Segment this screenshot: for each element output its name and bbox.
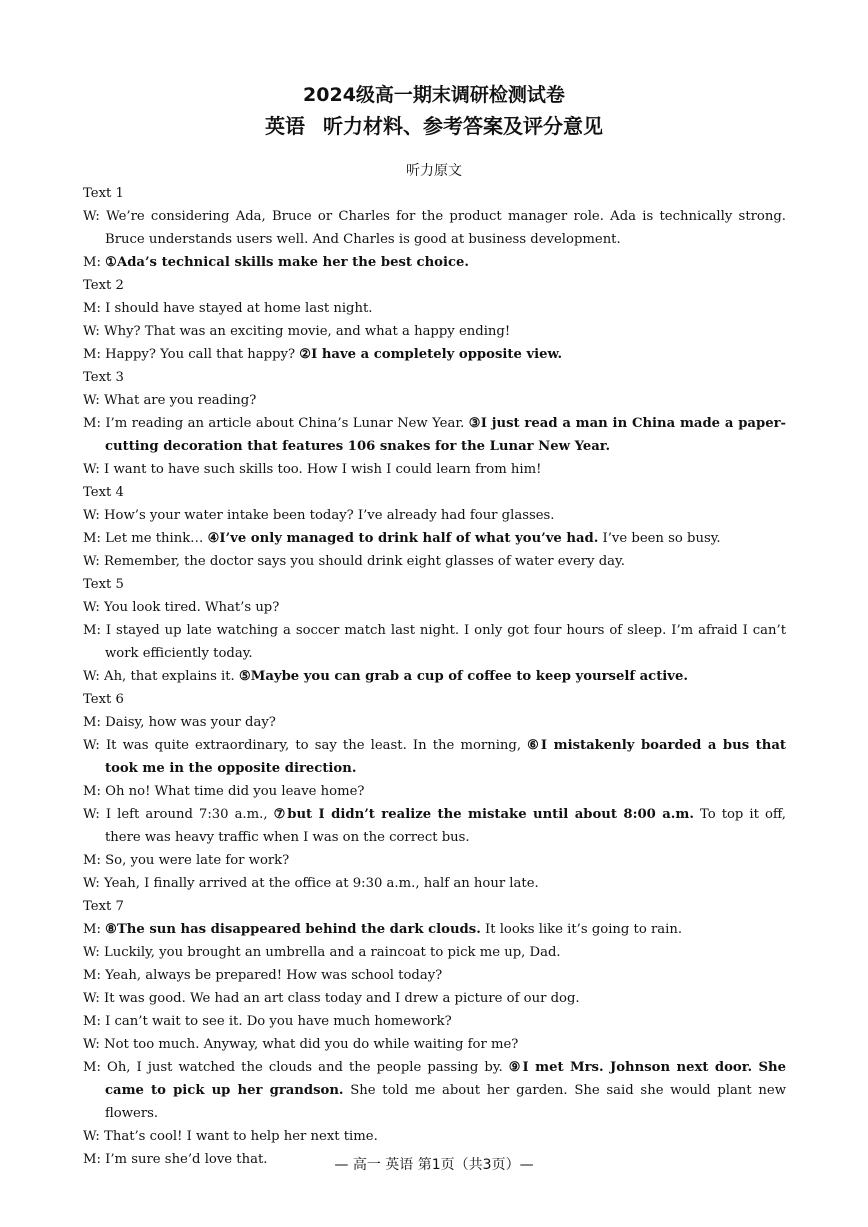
dialogue-text: It looks like it’s going to rain. [480,922,683,937]
text-label: Text 6 [83,692,124,707]
dialogue-text: M: [83,255,106,270]
dialogue-text: M: I’m reading an article about China’s Lunar New Year. [83,416,469,431]
text-label: Text 5 [83,577,124,592]
text-label: Text 2 [83,278,124,293]
dialogue-line [83,527,786,550]
dialogue-line [83,343,786,366]
dialogue-text: W: Why? That was an exciting movie, and what a happy ending! [83,324,511,339]
text-label: Text 7 [83,899,124,914]
dialogue-text: M: Daisy, how was your day? [83,715,276,730]
dialogue-line [83,1010,786,1033]
dialogue-text: W: You look tired. What’s up? [83,600,280,615]
dialogue-line [83,1056,786,1125]
dialogue-text: I’ve been so busy. [598,531,721,546]
dialogue-line [83,964,786,987]
dialogue-text: M: So, you were late for work? [83,853,290,868]
dialogue-line [83,849,786,872]
dialogue-line [83,297,786,320]
key-answer-text: ②I have a completely opposite view. [299,347,563,362]
dialogue-line [83,941,786,964]
key-answer-text: ①Ada’s technical skills make her the best choice. [105,255,469,270]
dialogue-text: She told me about her garden. She said she would plant new flowers. [105,1083,786,1121]
dialogue-line [83,458,786,481]
key-answer-text: ⑦but I didn’t realize the mistake until about 8:00 a.m. [273,807,694,822]
dialogue-line [83,205,786,251]
dialogue-text: M: [83,922,106,937]
dialogue-text: W: Yeah, I finally arrived at the office at 9:30 a.m., half an hour late. [83,876,539,891]
dialogue-text: W: How’s your water intake been today? I’ve already had four glasses. [83,508,555,523]
dialogue-line [83,987,786,1010]
dialogue-text: W: It was quite extraordinary, to say the least. In the morning, [83,738,528,753]
dialogue-line [83,711,786,734]
dialogue-text: M: I’m sure she’d love that. [83,1152,268,1167]
dialogue-line [83,320,786,343]
dialogue-line [83,665,786,688]
dialogue-text: W: I want to have such skills too. How I wish I could learn from him! [83,462,542,477]
dialogue-line [83,918,786,941]
subject-label: 英语 [265,114,305,138]
key-answer-text: ⑥I mistakenly boarded a bus that took me in the opposite direction. [105,738,786,776]
subtitle-detail: 听力材料、参考答案及评分意见 [323,114,603,138]
dialogue-text: W: What are you reading? [83,393,257,408]
dialogue-text: M: Oh no! What time did you leave home? [83,784,365,799]
dialogue-text: W: Remember, the doctor says you should drink eight glasses of water every day. [83,554,625,569]
text-label: Text 1 [83,186,124,201]
dialogue-text: M: Happy? You call that happy? [83,347,300,362]
dialogue-line [83,251,786,274]
dialogue-line [83,803,786,849]
dialogue-line [83,619,786,665]
dialogue-text: M: I can’t wait to see it. Do you have much homework? [83,1014,452,1029]
dialogue-text: W: Luckily, you brought an umbrella and a raincoat to pick me up, Dad. [83,945,561,960]
key-answer-text: ④I’ve only managed to drink half of what you’ve had. [207,531,599,546]
dialogue-line [83,780,786,803]
dialogue-text: M: I stayed up late watching a soccer match last night. I only got four hours of sleep. I’m afraid I can’t work efficiently today. [83,623,786,661]
dialogue-line [83,596,786,619]
exam-title: 2024级高一期末调研检测试卷 [303,84,565,106]
page-footer: — 高一 英语 第1页（共3页）— [334,1157,534,1173]
dialogue-text: W: It was good. We had an art class today and I drew a picture of our dog. [83,991,580,1006]
key-answer-text: ③I just read a man in China made a paper-cutting decoration that features 106 snakes for the Lunar New Year. [105,416,787,454]
text-label: Text 3 [83,370,124,385]
dialogue-text: M: I should have stayed at home last night. [83,301,373,316]
section-title: 听力原文 [406,163,462,179]
dialogue-text: W: Ah, that explains it. [83,669,239,684]
key-answer-text: ⑨I met Mrs. Johnson next door. She came to pick up her grandson. [105,1060,786,1098]
dialogue-text: W: We’re considering Ada, Bruce or Charles for the product manager role. Ada is technically strong. Bruce understands users well. And Charles is good at business development. [83,209,786,247]
dialogue-line [83,734,786,780]
dialogue-line [83,872,786,895]
transcript-body [83,182,786,1171]
dialogue-text: W: I left around 7:30 a.m., [83,807,274,822]
exam-subtitle [0,110,868,139]
dialogue-line [83,389,786,412]
dialogue-text: M: Yeah, always be prepared! How was school today? [83,968,443,983]
text-label: Text 4 [83,485,124,500]
dialogue-text: To top it off, there was heavy traffic when I was on the correct bus. [105,807,786,845]
dialogue-line [83,412,786,458]
key-answer-text: ⑤Maybe you can grab a cup of coffee to keep yourself active. [238,669,688,684]
dialogue-line [83,1033,786,1056]
dialogue-text: M: Oh, I just watched the clouds and the people passing by. [83,1060,509,1075]
dialogue-text: M: Let me think… [83,531,208,546]
dialogue-line [83,504,786,527]
dialogue-line [83,1125,786,1148]
key-answer-text: ⑧The sun has disappeared behind the dark clouds. [105,922,481,937]
dialogue-text: W: Not too much. Anyway, what did you do while waiting for me? [83,1037,519,1052]
dialogue-text: W: That’s cool! I want to help her next time. [83,1129,378,1144]
dialogue-line [83,550,786,573]
